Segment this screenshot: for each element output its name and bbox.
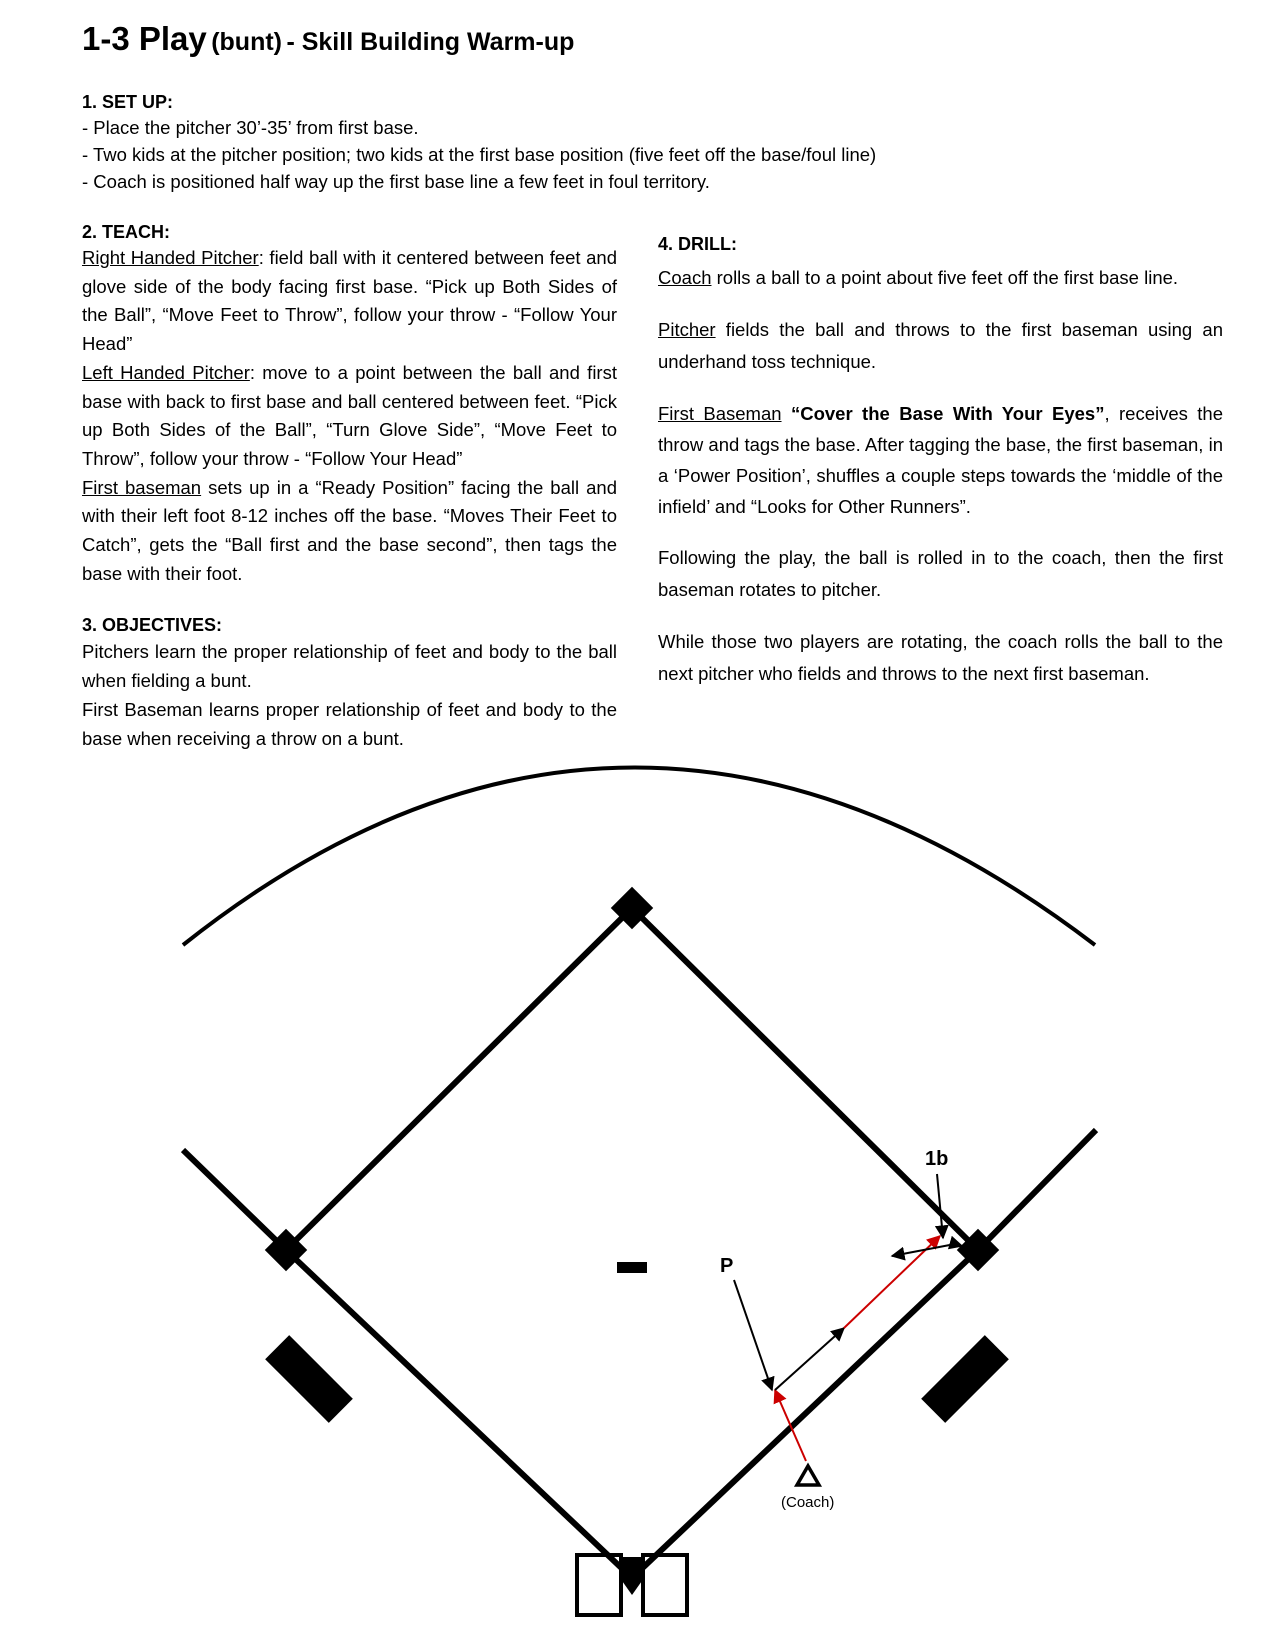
setup-heading: 1. SET UP: — [82, 92, 174, 112]
title-sub: (bunt) — [211, 28, 282, 56]
lhp-label: Left Handed Pitcher — [82, 361, 250, 383]
fb-text: sets up in a “Ready Position” facing the ball and with their left foot 8-12 inches off the base. “Moves Their Feet to Catch”, gets the “Ball first and the base second”, then tags the base with their foot. — [82, 476, 617, 584]
rhp-text: : field ball with it centered between feet and glove side of the body facing first base. “Pick up Both Sides of the Ball”, “Move Feet to Throw”, follow your throw - “Follow Your Head” — [82, 247, 617, 355]
baseline-second-third — [286, 908, 632, 1250]
coach-label: (Coach) — [781, 1494, 835, 1511]
baseline-third-home — [286, 1250, 632, 1578]
pitcher-move-arrow — [734, 1280, 772, 1390]
drill-pitcher-label: Pitcher — [658, 319, 716, 340]
title-main: 1-3 Play — [82, 20, 207, 57]
fb-label: First baseman — [82, 476, 202, 498]
baseline-home-first — [632, 1250, 978, 1578]
lhp-text: : move to a point between the ball and first base with back to first base and ball centered between feet. “Pick up Both Sides of the Ball”, “Turn Glove Side”, “Move Feet to Throw”, follow your throw - “Follow Your Head” — [82, 361, 617, 469]
objective-1: Pitchers learn the proper relationship of feet and body to the ball when fielding a bunt. — [82, 641, 617, 691]
objectives-heading: 3. OBJECTIVES: — [82, 615, 223, 635]
ball-roll-arrow — [775, 1390, 806, 1461]
baseline-first-second — [632, 908, 978, 1250]
pitcher-rubber — [617, 1262, 647, 1273]
setup-line-3: - Coach is positioned half way up the first base line a few feet in foul territory. — [82, 171, 710, 192]
drill-firstbase-bold: “Cover the Base With Your Eyes” — [790, 403, 1105, 424]
firstbaseman-shuffle-arrow — [892, 1244, 955, 1256]
setup-line-2: - Two kids at the pitcher position; two kids at the first base position (five feet off the base/foul line) — [82, 144, 877, 165]
objective-2: First Baseman learns proper relationship of feet and body to the base when receiving a throw on a bunt. — [82, 699, 617, 749]
drill-heading: 4. DRILL: — [658, 234, 737, 254]
drill-coach-text: rolls a ball to a point about five feet off the first base line. — [711, 267, 1179, 288]
right-foul-line-extension — [978, 1130, 1096, 1250]
firstbaseman-move-arrow — [937, 1174, 943, 1238]
pitcher-label: P — [720, 1255, 734, 1277]
third-base-coach-box — [265, 1335, 353, 1423]
firstbaseman-to-base-arrow — [955, 1244, 962, 1246]
drill-follow-paragraph: Following the play, the ball is rolled in to the coach, then the first baseman rotates to pitcher. — [658, 547, 1223, 600]
home-plate — [620, 1557, 644, 1595]
pitcher-follow-arrow — [775, 1328, 844, 1390]
rhp-label: Right Handed Pitcher — [82, 247, 259, 268]
title-rest: - Skill Building Warm-up — [286, 28, 575, 56]
drill-coach-label: Coach — [658, 267, 712, 288]
setup-line-1: - Place the pitcher 30’-35’ from first base. — [82, 117, 419, 138]
drill-rotate-paragraph: While those two players are rotating, the coach rolls the ball to the next pitcher who fields and throws to the next first baseman. — [658, 631, 1223, 684]
coach-marker — [797, 1466, 819, 1485]
first-baseman-label: 1b — [925, 1148, 949, 1170]
teach-heading: 2. TEACH: — [82, 222, 171, 242]
first-base-coach-box — [921, 1335, 1009, 1423]
drill-firstbase-text: , receives the throw and tags the base. After tagging the base, the first baseman, in a ‘Power Position’, shuffles a couple steps towards the ‘middle of the infield’ and “Looks for Other Runners”. — [658, 403, 1224, 517]
left-foul-line-extension — [183, 1150, 286, 1250]
drill-firstbase-label: First Baseman — [658, 403, 782, 424]
drill-pitcher-text: fields the ball and throws to the first baseman using an underhand toss technique. — [658, 319, 1223, 372]
